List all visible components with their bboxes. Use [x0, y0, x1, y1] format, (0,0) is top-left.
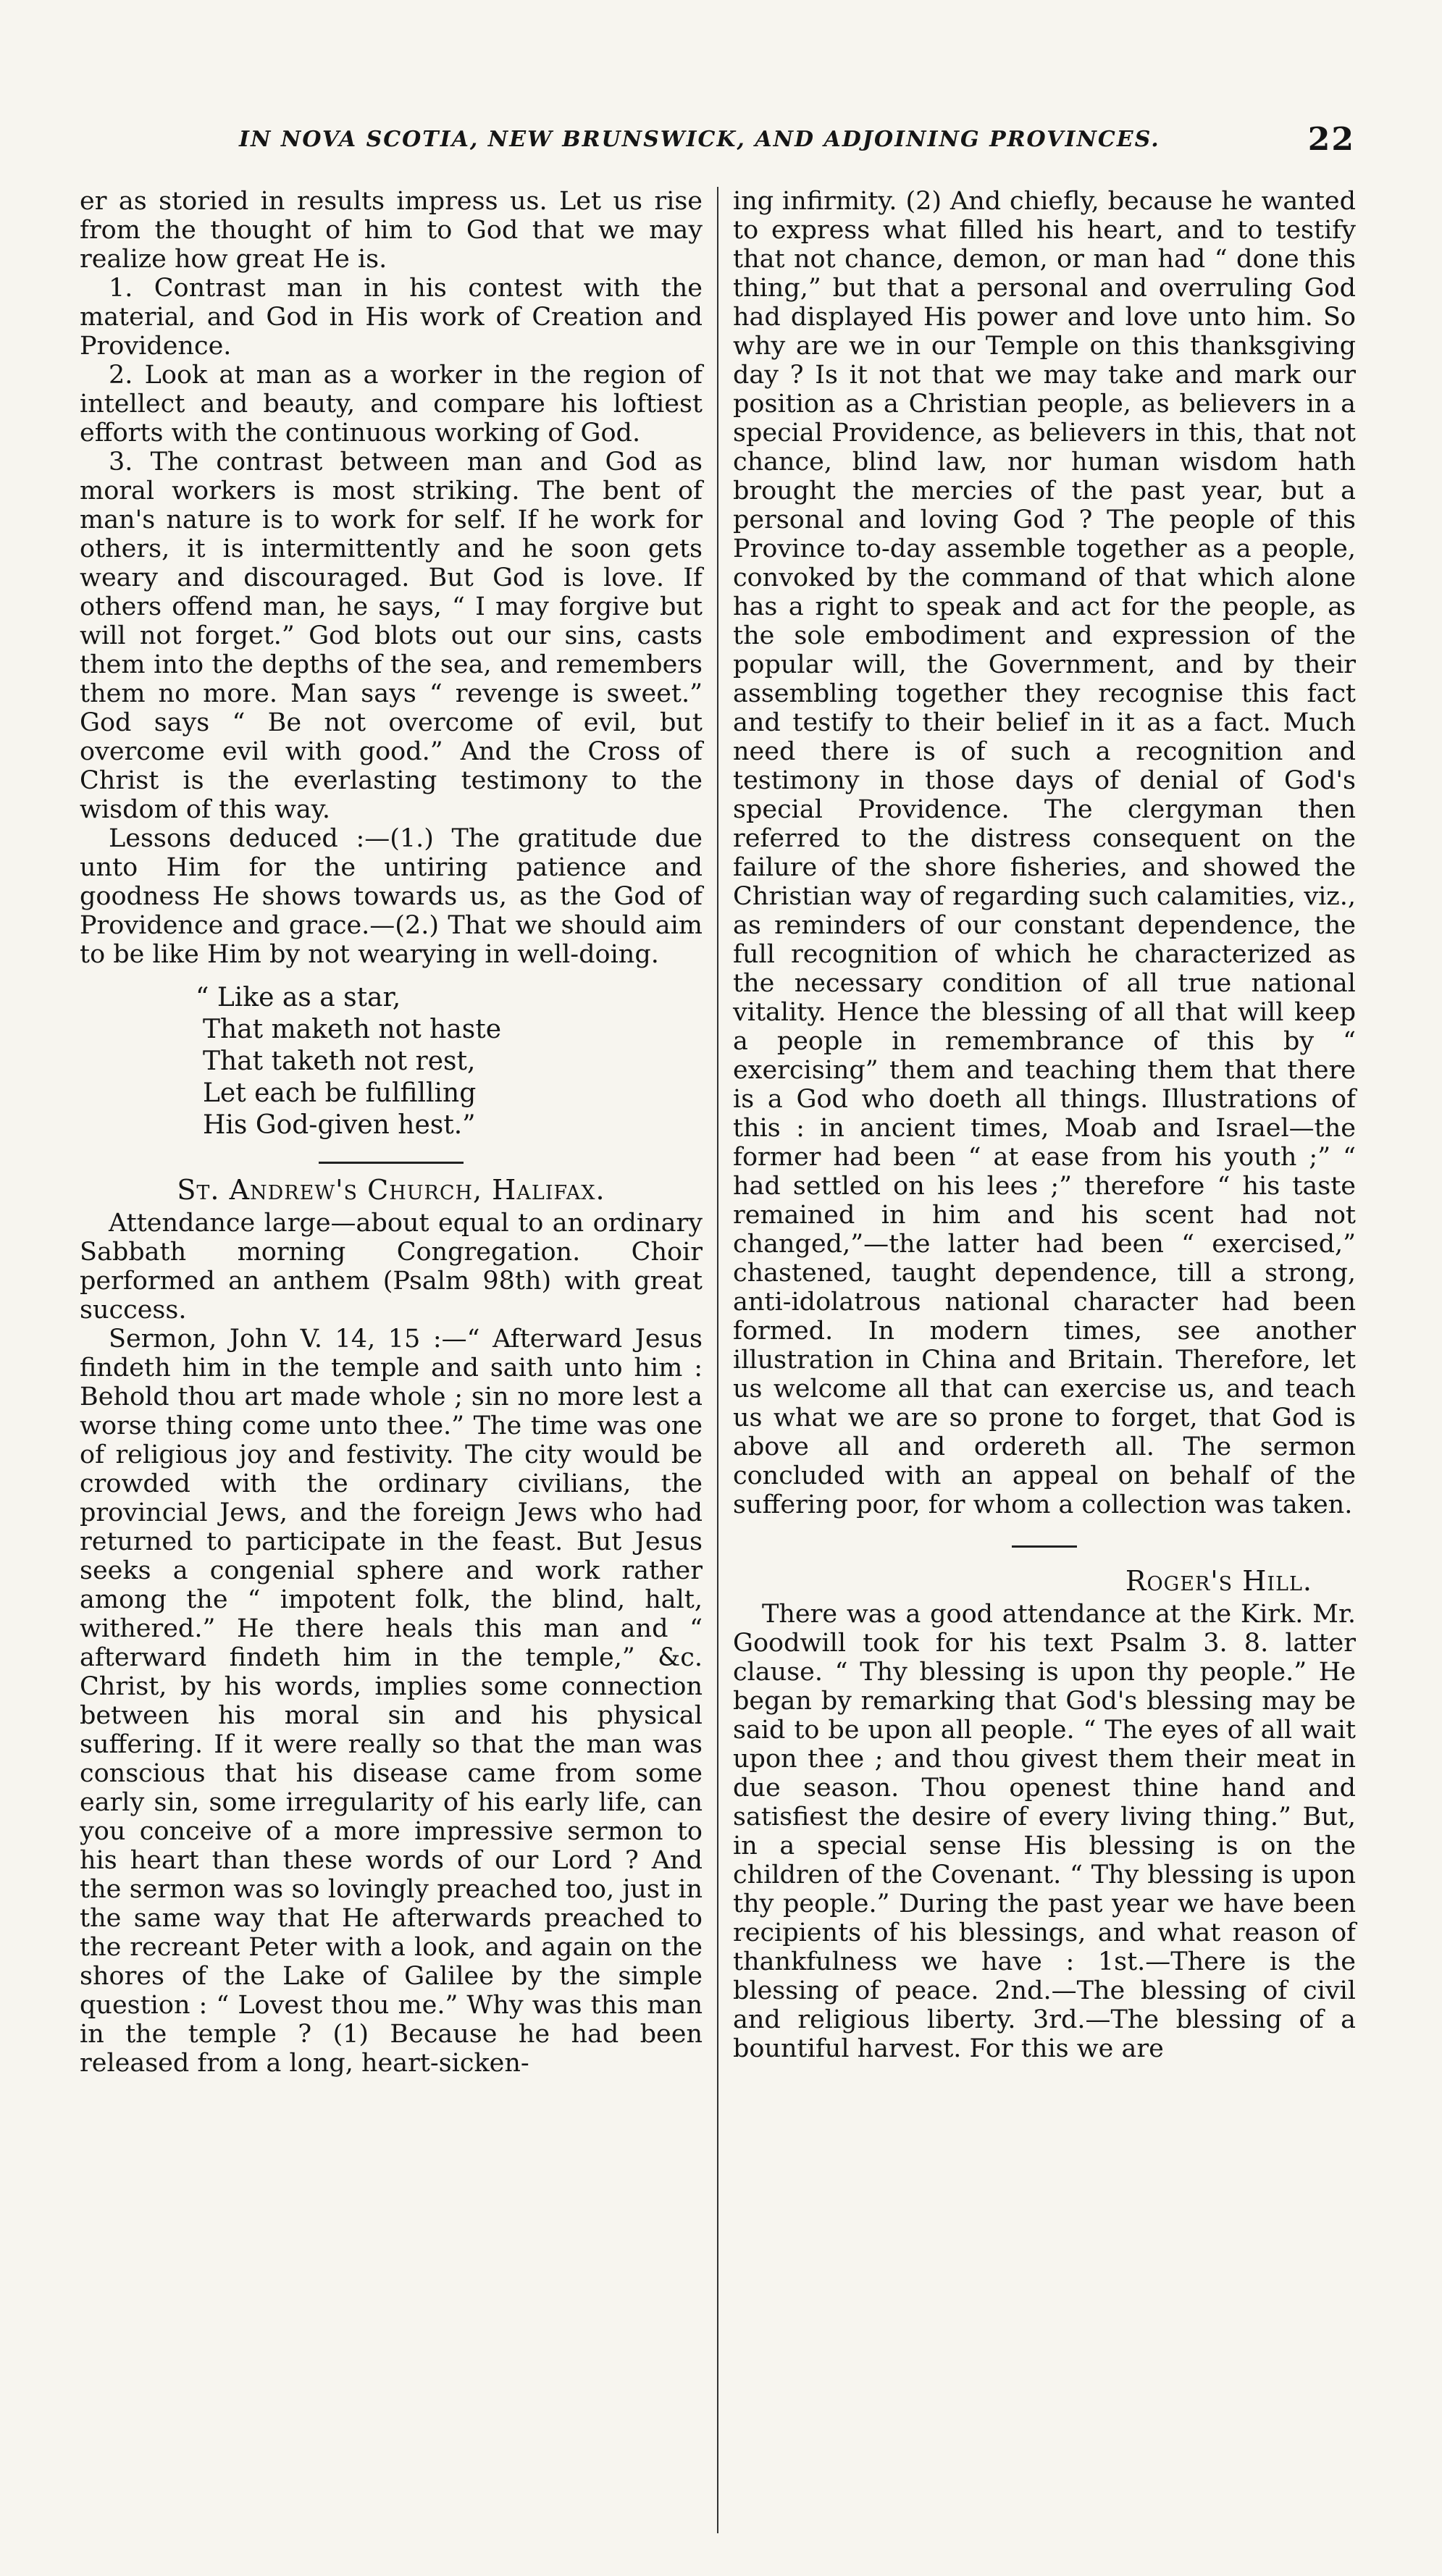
paragraph: ing infirmity. (2) And chiefly, because he wanted to express what filled his heart, and to testify that not chance, demon, or man had “ done this thing,” but that a personal and overruling God had displayed His power and love unto him. So why are we in our Temple on this thanksgiving day ? Is it not that we may take and mark our position as a Christian people, as believers in a special Providence, as believers in this, that not chance, blind law, nor human wisdom hath brought the mercies of the past year, but a personal and loving God ? The people of this Province to-day assemble together as a people, convoked by the command of that which alone has a right to speak and act for the people, as the sole embodiment and expression of the popular will, the Government, and by their assembling together they recognise this fact and testify to their belief in it as a fact. Much need there is of such a recognition and testimony in those days of denial of God's special Providence. The clergyman then referred to the distress consequent on the failure of the shore fisheries, and showed the Christian way of regarding such calamities, viz., as reminders of our constant dependence, the full recognition of which he characterized as the necessary condition of all true national vitality. Hence the blessing of all that will keep a people in remembrance of this by “ exercising” them and teaching them that there is a God who doeth all things. Illustrations of this : in ancient times, Moab and Israel—the former had been “ at ease from his youth ;” “ had settled on his lees ;” therefore “ his taste remained in him and his scent had not changed,”—the latter had been “ exercised,” chastened, taught dependence, till a strong, anti-idolatrous national character had been formed. In modern times, see another illustration in China and Britain. Therefore, let us welcome all that can exercise us, and teach us what we are so prone to forget, that God is above all and ordereth all. The sermon concluded with an appeal on behalf of the suffering poor, for whom a collection was taken.	[733, 187, 1356, 1519]
poem-line: Let each be fulfilling	[203, 1078, 477, 1108]
running-title: IN NOVA SCOTIA, NEW BRUNSWICK, AND ADJOINING PROVINCES.	[239, 127, 1160, 152]
section-heading: St. Andrew's Church, Halifax.	[177, 1174, 605, 1206]
section-divider	[1012, 1545, 1077, 1548]
paragraph: There was a good attendance at the Kirk. Mr. Goodwill took for his text Psalm 3. 8. latter clause. “ Thy blessing is upon thy people.” He began by remarking that God's blessing may be said to be upon all people. “ The eyes of all wait upon thee ; and thou givest them their meat in due season. Thou openest thine hand and satisfiest the desire of every living thing.” But, in a special sense His blessing is on the children of the Covenant. “ Thy blessing is upon thy people.” During the past year we have been recipients of his blessings, and what reason of thankfulness we have : 1st.—There is the blessing of peace. 2nd.—The blessing of civil and religious liberty. 3rd.—The blessing of a bountiful harvest. For this we are	[733, 1600, 1356, 2063]
right-column	[733, 187, 1356, 2533]
paragraph: 2. Look at man as a worker in the region of intellect and beauty, and compare his loftiest efforts with the continuous working of God.	[80, 361, 703, 448]
poem-line: “ Like as a star,	[196, 983, 401, 1012]
poem-line: That taketh not rest,	[203, 1046, 476, 1076]
paragraph: 3. The contrast between man and God as moral workers is most striking. The bent of man's nature is to work for self. If he work for others, it is intermittently and he soon gets weary and discouraged. But God is love. If others offend man, he says, “ I may forgive but will not forget.” God blots out our sins, casts them into the depths of the sea, and remembers them no more. Man says “ revenge is sweet.” God says “ Be not overcome of evil, but overcome evil with good.” And the Cross of Christ is the everlasting testimony to the wisdom of this way.	[80, 448, 703, 824]
paragraph: Sermon, John V. 14, 15 :—“ Afterward Jesus findeth him in the temple and saith unto him : Behold thou art made whole ; sin no more lest a worse thing come unto thee.” The time was one of religious joy and festivity. The city would be crowded with the ordinary civilians, the provincial Jews, and the foreign Jews who had returned to participate in the feast. But Jesus seeks a congenial sphere and work rather among the “ impotent folk, the blind, halt, withered.” He there heals this man and “ afterward findeth him in the temple,” &c. Christ, by his words, implies some connection between his moral sin and his physical suffering. If it were really so that the man was conscious that his disease came from some early sin, some irregularity of his early life, can you conceive of a more impressive sermon to his heart than these words of our Lord ? And the sermon was so lovingly preached too, just in the same way that He afterwards preached to the recreant Peter with a look, and again on the shores of the Lake of Galilee by the simple question : “ Lovest thou me.” Why was this man in the temple ? (1) Because he had been released from a long, heart-sicken-	[80, 1325, 703, 2078]
paragraph: Lessons deduced :—(1.) The gratitude due unto Him for the untiring patience and goodness He shows towards us, as the God of Providence and grace.—(2.) That we should aim to be like Him by not wearying in well-doing.	[80, 824, 703, 969]
poem	[196, 982, 703, 1141]
section-divider	[319, 1162, 464, 1164]
paragraph: Attendance large—about equal to an ordinary Sabbath morning Congregation. Choir performed an anthem (Psalm 98th) with great success.	[80, 1209, 703, 1325]
poem-line: His God-given hest.”	[203, 1110, 476, 1140]
section-heading: Roger's Hill.	[1125, 1565, 1312, 1597]
poem-line: That maketh not haste	[203, 1015, 502, 1044]
paragraph: er as storied in results impress us. Let us rise from the thought of him to God that we may realize how great He is.	[80, 187, 703, 274]
text-columns	[80, 187, 1362, 2533]
paragraph: 1. Contrast man in his contest with the material, and God in His work of Creation and Providence.	[80, 274, 703, 361]
left-column	[80, 187, 703, 2533]
page-number: 22	[1307, 121, 1355, 158]
running-head	[239, 121, 1355, 170]
column-rule	[717, 187, 718, 2533]
